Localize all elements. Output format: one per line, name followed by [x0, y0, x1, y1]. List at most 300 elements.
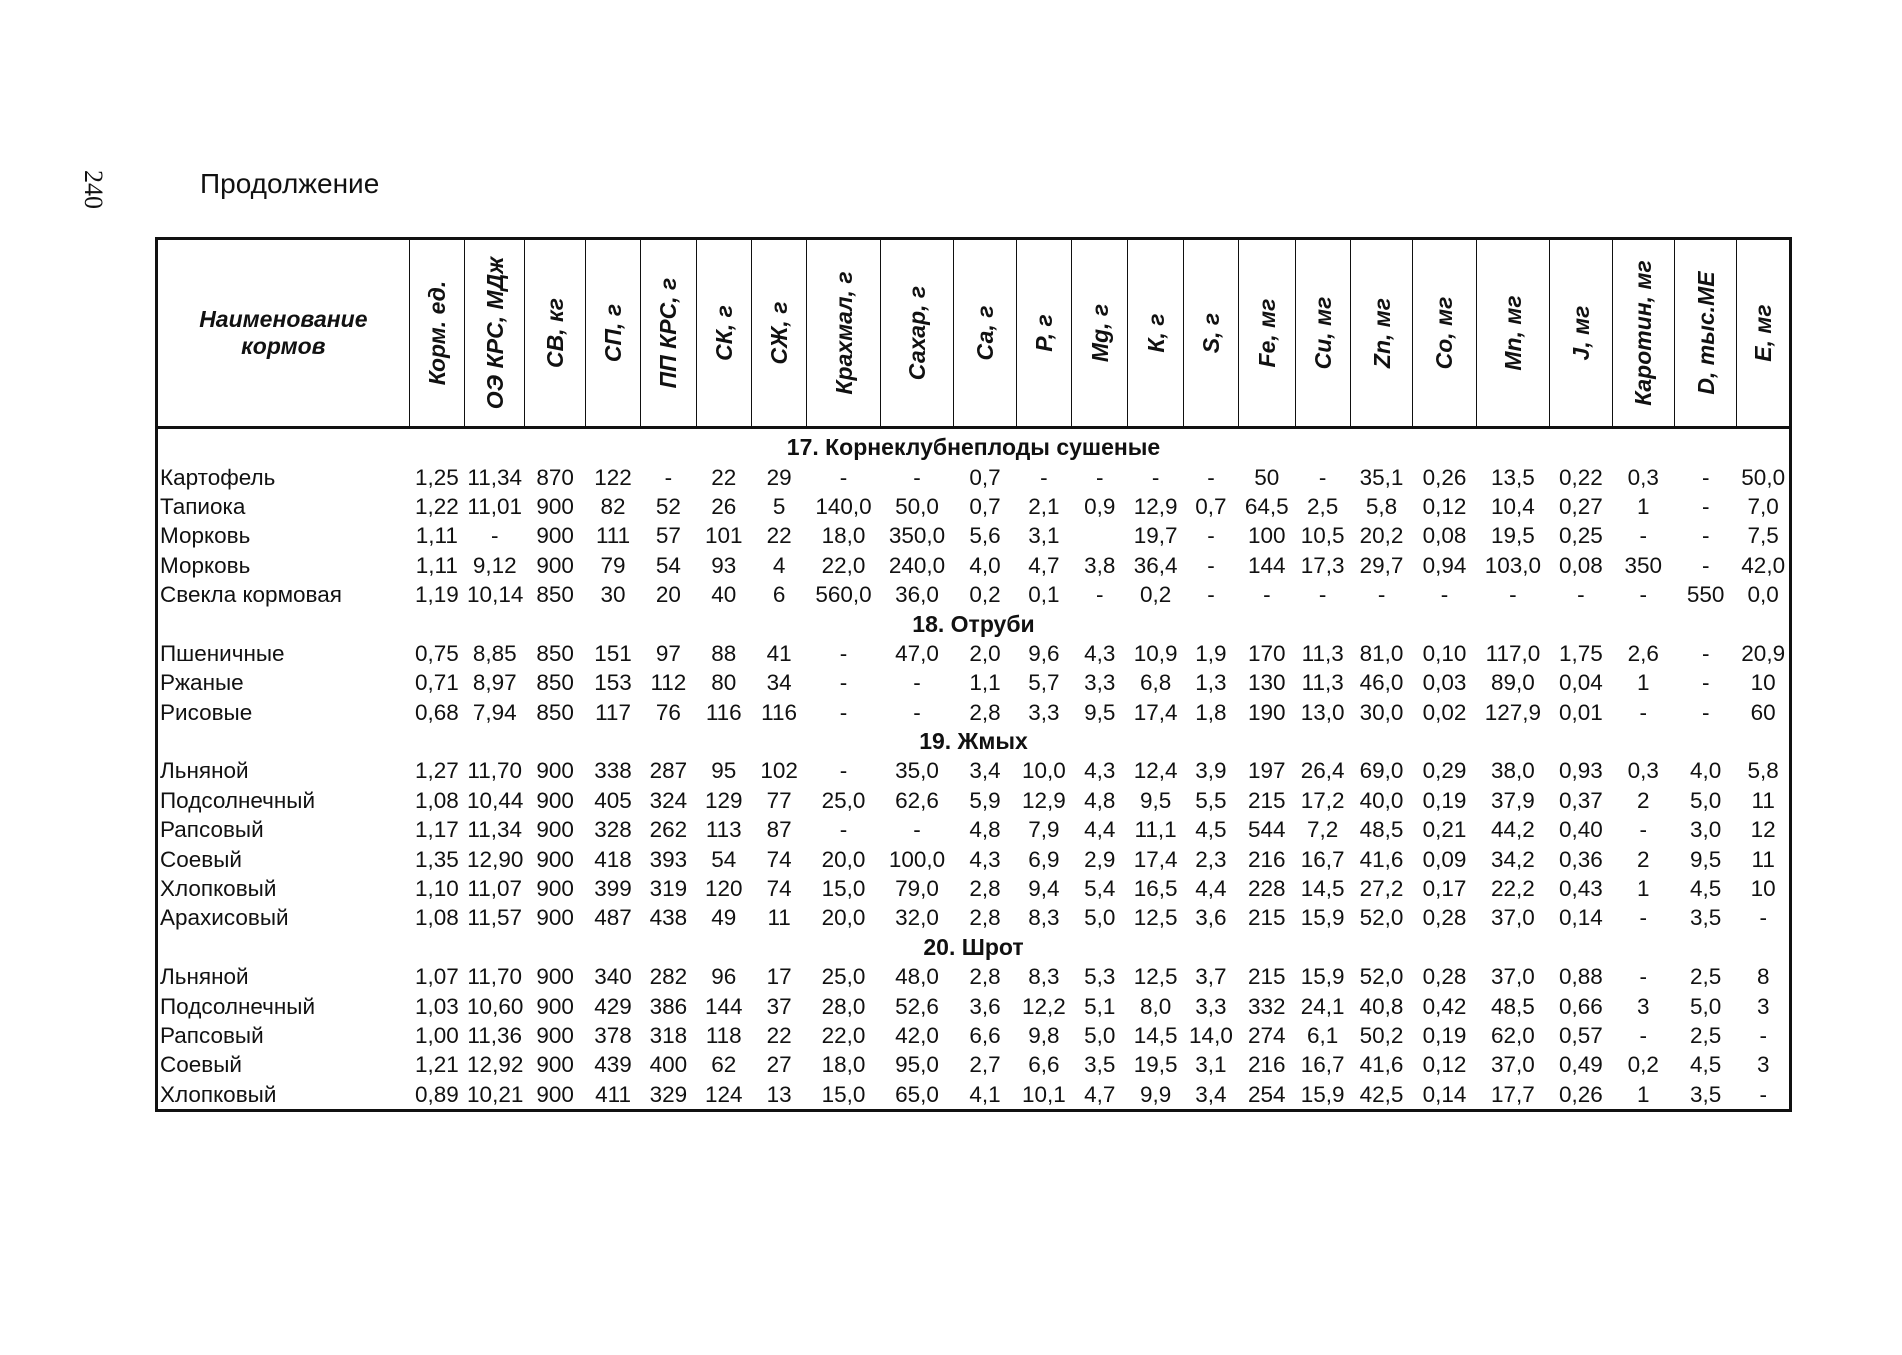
- column-header: [1413, 239, 1476, 428]
- table-cell: 215: [1248, 964, 1286, 990]
- table-cell: -: [1095, 582, 1104, 608]
- table-cell: 2,8: [969, 905, 1001, 931]
- table-cell: 37: [766, 993, 792, 1019]
- column-header-label: Сахар, г: [904, 285, 931, 381]
- table-cell: 3,4: [969, 758, 1001, 784]
- table-cell: 1,1: [969, 670, 1001, 696]
- column-header: [465, 239, 525, 428]
- table-cell: 122: [594, 464, 632, 490]
- table-cell: 0,28: [1422, 964, 1467, 990]
- table-cell: 18,0: [821, 523, 866, 549]
- column-header-label: Е, мг: [1750, 304, 1777, 362]
- feed-name: Льняной: [160, 758, 249, 784]
- table-cell: 2,5: [1690, 1023, 1722, 1048]
- table-cell: 11,70: [467, 758, 523, 784]
- table-cell: 48,0: [895, 964, 939, 990]
- table-cell: 11: [1751, 787, 1775, 813]
- table-cell: 228: [1248, 876, 1286, 902]
- table-cell: 2,1: [1028, 493, 1060, 519]
- table-cell: 22,2: [1491, 876, 1535, 902]
- table-cell: -: [1639, 905, 1648, 931]
- table-cell: 0,66: [1558, 993, 1603, 1019]
- table-cell: 49: [711, 905, 737, 931]
- table-cell: 29: [766, 464, 792, 490]
- table-cell: 1,19: [414, 582, 459, 608]
- feed-name: Рапсовый: [160, 817, 264, 843]
- table-cell: 3,6: [969, 993, 1001, 1019]
- table-cell: 1,35: [414, 846, 459, 872]
- table-cell: 44,2: [1491, 817, 1535, 843]
- table-cell: 6,6: [969, 1023, 1001, 1048]
- table-cell: -: [839, 699, 848, 725]
- table-cell: 54: [711, 846, 737, 872]
- table-cell: 11,01: [467, 493, 523, 519]
- table-cell: 35,0: [895, 758, 939, 784]
- table-cell: 900: [536, 993, 574, 1019]
- table-cell: 32,0: [895, 905, 939, 931]
- table-cell: 0,10: [1422, 640, 1467, 666]
- table-cell: 2,7: [969, 1052, 1001, 1078]
- table-cell: 3,1: [1028, 523, 1060, 549]
- table-cell: 42,5: [1359, 1081, 1404, 1107]
- column-header: [1072, 239, 1128, 428]
- table-cell: 4,7: [1084, 1081, 1116, 1107]
- feed-name: Рапсовый: [160, 1023, 264, 1048]
- table-cell: 0,09: [1422, 846, 1467, 872]
- table-cell: 328: [594, 817, 632, 843]
- table-cell: 9,4: [1028, 876, 1060, 902]
- table-cell: 3,3: [1195, 993, 1227, 1019]
- table-cell: -: [1639, 582, 1648, 608]
- table-cell: 10,4: [1491, 493, 1535, 519]
- table-cell: 19,5: [1133, 1052, 1178, 1078]
- table-row: [157, 462, 1791, 491]
- table-cell: 411: [595, 1081, 631, 1107]
- feed-name: Пшеничные: [160, 640, 285, 666]
- table-cell: 254: [1248, 1081, 1286, 1107]
- table-cell: 11,34: [467, 464, 523, 490]
- column-header-label: К, г: [1142, 313, 1169, 353]
- table-cell: 900: [536, 758, 574, 784]
- table-cell: 10,1: [1021, 1081, 1066, 1107]
- table-cell: -: [1639, 699, 1648, 725]
- table-cell: 850: [536, 670, 574, 696]
- table-cell: 4,8: [1084, 787, 1116, 813]
- table-cell: 900: [536, 787, 574, 813]
- feed-name: Арахисовый: [160, 905, 289, 931]
- table-cell: 439: [594, 1052, 632, 1078]
- table-cell: 550: [1686, 582, 1725, 608]
- table-cell: -: [1701, 670, 1710, 696]
- table-cell: 60: [1750, 699, 1776, 725]
- table-cell: 850: [536, 640, 574, 666]
- table-cell: 10: [1750, 876, 1776, 902]
- table-cell: 95: [711, 758, 737, 784]
- table-cell: 1: [1637, 1081, 1650, 1107]
- table-cell: 124: [704, 1081, 743, 1107]
- table-cell: 3,7: [1195, 964, 1227, 990]
- table-cell: 97: [655, 640, 681, 666]
- table-cell: 100,0: [888, 846, 946, 872]
- table-cell: 215: [1248, 787, 1286, 813]
- table-cell: 0,68: [414, 699, 459, 725]
- feed-name: Соевый: [160, 1052, 242, 1078]
- table-cell: 1,03: [414, 993, 459, 1019]
- table-cell: 900: [536, 876, 574, 902]
- table-cell: 0,94: [1422, 552, 1467, 578]
- table-cell: 8,3: [1028, 905, 1060, 931]
- table-cell: 350,0: [888, 523, 946, 549]
- table-cell: 0,40: [1558, 817, 1603, 843]
- column-header-label: СП, г: [600, 303, 627, 363]
- table-cell: 0,43: [1558, 876, 1603, 902]
- table-cell: 3,6: [1195, 905, 1227, 931]
- table-row: [157, 551, 1791, 580]
- table-cell: 4,1: [969, 1081, 1001, 1107]
- table-cell: 8: [1756, 964, 1770, 990]
- section-title: 20. Шрот: [923, 933, 1024, 960]
- table-cell: 5,5: [1195, 787, 1227, 813]
- table-cell: 22,0: [821, 552, 866, 578]
- feed-name: Хлопковый: [160, 1081, 277, 1107]
- table-cell: 151: [594, 640, 632, 666]
- table-cell: 5,7: [1028, 670, 1060, 696]
- column-header: [1128, 239, 1183, 428]
- table-row: [157, 903, 1791, 932]
- table-body: [157, 428, 1791, 1111]
- table-cell: -: [1440, 582, 1449, 608]
- table-cell: -: [1701, 699, 1710, 725]
- table-row: [157, 962, 1791, 991]
- table-cell: 34: [766, 670, 792, 696]
- table-cell: -: [1639, 523, 1648, 549]
- table-row: [157, 492, 1791, 521]
- section-row: [157, 933, 1791, 962]
- table-cell: 62: [711, 1052, 737, 1078]
- table-cell: 48,5: [1491, 993, 1535, 1019]
- table-cell: 197: [1248, 758, 1286, 784]
- table-cell: 15,0: [821, 1081, 866, 1107]
- feed-name: Соевый: [160, 846, 242, 872]
- column-header: [1550, 239, 1612, 428]
- table-cell: 274: [1248, 1023, 1286, 1048]
- table-cell: 3,4: [1195, 1081, 1227, 1107]
- table-cell: 20,0: [821, 846, 866, 872]
- table-cell: 1,27: [414, 758, 459, 784]
- table-row: [157, 580, 1791, 609]
- table-cell: 34,2: [1491, 846, 1535, 872]
- table-cell: 12,90: [467, 846, 524, 872]
- table-cell: 0,03: [1422, 670, 1467, 696]
- table-cell: 19,5: [1491, 523, 1535, 549]
- table-cell: 12,5: [1133, 964, 1178, 990]
- table-cell: 4,5: [1690, 1052, 1722, 1078]
- table-cell: 79,0: [895, 876, 939, 902]
- column-header: [1737, 239, 1791, 428]
- column-header: [751, 239, 806, 428]
- table-cell: 560,0: [815, 582, 872, 608]
- table-cell: 42,0: [895, 1023, 939, 1048]
- table-cell: 1,08: [414, 787, 459, 813]
- table-cell: 12,9: [1133, 493, 1178, 519]
- table-cell: 10,44: [467, 787, 524, 813]
- table-cell: 3,9: [1195, 758, 1227, 784]
- table-cell: 112: [650, 670, 687, 696]
- section-row: [157, 428, 1791, 463]
- table-cell: -: [839, 817, 848, 843]
- table-cell: 14,5: [1300, 876, 1345, 902]
- table-cell: 52,0: [1359, 905, 1404, 931]
- table-cell: 216: [1248, 846, 1286, 872]
- table-cell: 5,8: [1747, 758, 1779, 784]
- table-cell: -: [1263, 582, 1271, 608]
- column-header: [409, 239, 464, 428]
- table-cell: 438: [649, 905, 688, 931]
- table-cell: 96: [711, 964, 737, 990]
- table-cell: 62,0: [1491, 1023, 1535, 1048]
- table-cell: 6,6: [1028, 1052, 1060, 1078]
- table-row: [157, 1050, 1791, 1079]
- column-header-label: Са, г: [971, 305, 998, 361]
- feed-name: Картофель: [160, 464, 276, 490]
- table-cell: 3,8: [1084, 552, 1116, 578]
- table-cell: 118: [705, 1023, 742, 1048]
- column-header-label: Mg, г: [1086, 303, 1113, 363]
- table-cell: 1,08: [414, 905, 459, 931]
- table-cell: 0,17: [1422, 876, 1467, 902]
- table-cell: 386: [649, 993, 688, 1019]
- column-header: [696, 239, 751, 428]
- table-cell: 0,14: [1558, 905, 1603, 931]
- table-cell: 17,4: [1133, 699, 1178, 725]
- table-cell: 0,19: [1422, 1023, 1467, 1048]
- table-cell: 5,0: [1084, 1023, 1116, 1048]
- table-cell: -: [839, 464, 848, 490]
- table-cell: 0,7: [1195, 493, 1227, 519]
- table-cell: -: [913, 464, 921, 490]
- table-cell: 117: [595, 699, 631, 725]
- column-header-label: Cu, мг: [1309, 296, 1336, 370]
- table-cell: 22: [711, 464, 737, 490]
- table-cell: 318: [649, 1023, 688, 1048]
- table-cell: 16,5: [1133, 876, 1178, 902]
- table-cell: 5,8: [1365, 493, 1398, 519]
- table-cell: 2: [1637, 787, 1650, 813]
- feed-name: Подсолнечный: [160, 993, 316, 1019]
- page-number: 240: [79, 170, 108, 209]
- table-cell: 5,6: [969, 523, 1001, 549]
- table-cell: 900: [536, 1081, 574, 1107]
- table-cell: 81,0: [1359, 640, 1404, 666]
- table-cell: -: [1509, 582, 1517, 608]
- table-cell: 79: [600, 552, 626, 578]
- table-cell: 10,9: [1133, 640, 1178, 666]
- table-cell: 4: [772, 552, 786, 578]
- section-row: [157, 609, 1791, 638]
- table-cell: 1,9: [1195, 640, 1227, 666]
- table-cell: 4,3: [1084, 640, 1116, 666]
- table-cell: 65,0: [895, 1081, 939, 1107]
- table-cell: 4,3: [1084, 758, 1116, 784]
- table-cell: -: [1377, 582, 1386, 608]
- table-cell: 47,0: [895, 640, 939, 666]
- table-cell: 3,3: [1084, 670, 1116, 696]
- table-cell: 25,0: [821, 964, 866, 990]
- table-cell: 5,9: [969, 787, 1001, 813]
- table-cell: 324: [649, 787, 688, 813]
- table-cell: 0,12: [1422, 493, 1467, 519]
- table-cell: 900: [536, 552, 574, 578]
- column-header-label: S, г: [1197, 312, 1224, 354]
- table-cell: 77: [766, 787, 792, 813]
- table-cell: 9,12: [472, 552, 517, 578]
- table-cell: 12,9: [1021, 787, 1066, 813]
- table-cell: -: [664, 464, 673, 490]
- table-cell: 9,8: [1028, 1023, 1060, 1048]
- table-cell: 1,3: [1195, 670, 1227, 696]
- table-cell: 1,11: [415, 523, 458, 549]
- table-cell: -: [1701, 493, 1710, 519]
- table-cell: 3,1: [1195, 1052, 1227, 1078]
- column-header-label: Fe, мг: [1253, 298, 1280, 368]
- table-cell: 170: [1248, 640, 1286, 666]
- column-header: [1295, 239, 1350, 428]
- table-cell: 0,28: [1422, 905, 1467, 931]
- column-header: [1183, 239, 1238, 428]
- table-cell: 41,6: [1359, 1052, 1404, 1078]
- table-cell: 129: [704, 787, 743, 813]
- section-title: 17. Корнеклубнеплоды сушеные: [786, 434, 1161, 461]
- table-cell: 37,0: [1491, 1052, 1535, 1078]
- table-cell: 0,14: [1422, 1081, 1467, 1107]
- table-cell: 350: [1624, 552, 1663, 578]
- feed-name: Морковь: [160, 552, 251, 578]
- table-cell: 10,5: [1300, 523, 1345, 549]
- table-cell: 6,8: [1139, 670, 1172, 696]
- table-cell: 4,7: [1028, 552, 1060, 578]
- column-header-label: ПП КРС, г: [655, 277, 682, 389]
- table-cell: 20,2: [1359, 523, 1404, 549]
- table-cell: 130: [1248, 670, 1286, 696]
- table-cell: 26: [711, 493, 737, 519]
- table-cell: 282: [649, 964, 688, 990]
- table-cell: 900: [536, 846, 574, 872]
- column-header: [807, 239, 880, 428]
- table-cell: 0,01: [1558, 699, 1603, 725]
- table-cell: 0,36: [1558, 846, 1603, 872]
- table-cell: 418: [594, 846, 632, 872]
- table-cell: 20: [655, 582, 681, 608]
- column-header: [880, 239, 953, 428]
- table-cell: 1,00: [414, 1023, 459, 1048]
- table-cell: 1,10: [414, 876, 459, 902]
- table-cell: 11: [767, 905, 791, 931]
- feed-name: Тапиока: [160, 493, 246, 519]
- table-cell: 2: [1637, 846, 1650, 872]
- table-cell: 30: [600, 582, 626, 608]
- table-cell: 393: [649, 846, 688, 872]
- feed-name: Льняной: [160, 964, 249, 990]
- table-cell: 15,9: [1300, 905, 1345, 931]
- table-cell: -: [1759, 905, 1767, 931]
- table-cell: 190: [1248, 699, 1286, 725]
- column-header-label: J, мг: [1567, 305, 1594, 361]
- table-cell: 1,22: [414, 493, 459, 519]
- table-cell: 4,8: [969, 817, 1001, 843]
- table-cell: -: [913, 670, 921, 696]
- column-header-label: СЖ, г: [766, 301, 793, 365]
- feed-name: Ржаные: [160, 670, 244, 696]
- table-cell: 7,9: [1028, 817, 1060, 843]
- table-cell: 399: [594, 876, 632, 902]
- table-cell: 15,9: [1300, 1081, 1345, 1107]
- feed-name: Морковь: [160, 523, 251, 549]
- table-cell: -: [1701, 552, 1710, 578]
- table-cell: 64,5: [1244, 493, 1289, 519]
- table-cell: 0,19: [1422, 787, 1467, 813]
- column-header-label: Со, мг: [1431, 296, 1458, 370]
- table-cell: 24,1: [1300, 993, 1345, 1019]
- table-cell: 5,1: [1084, 993, 1116, 1019]
- table-cell: 1: [1637, 493, 1650, 519]
- table-cell: 4,0: [969, 552, 1001, 578]
- table-cell: -: [839, 758, 848, 784]
- table-cell: 240,0: [888, 552, 946, 578]
- column-header: [641, 239, 696, 428]
- table-cell: 3,5: [1690, 1081, 1722, 1107]
- table-cell: -: [1759, 1023, 1767, 1048]
- table-cell: 11,34: [467, 817, 523, 843]
- table-cell: 11,3: [1301, 670, 1344, 696]
- table-cell: 7,5: [1747, 523, 1779, 549]
- table-cell: 5,4: [1084, 876, 1116, 902]
- table-cell: 30,0: [1359, 699, 1404, 725]
- table-cell: 1: [1637, 876, 1650, 902]
- table-cell: 22: [766, 523, 792, 549]
- table-cell: 62,6: [895, 787, 939, 813]
- feed-name: Подсолнечный: [160, 787, 316, 813]
- table-cell: 1,25: [414, 464, 459, 490]
- table-cell: 17,7: [1491, 1081, 1535, 1107]
- table-cell: 103,0: [1484, 552, 1542, 578]
- table-cell: 405: [594, 787, 632, 813]
- table-cell: 13,5: [1491, 464, 1535, 490]
- table-cell: 10,0: [1021, 758, 1066, 784]
- table-cell: 338: [594, 758, 632, 784]
- table-cell: 14,5: [1133, 1023, 1178, 1048]
- table-cell: 19,7: [1133, 523, 1178, 549]
- table-cell: 0,93: [1558, 758, 1603, 784]
- column-header: [1674, 239, 1736, 428]
- table-cell: 400: [649, 1052, 688, 1078]
- table-cell: 12,2: [1021, 993, 1066, 1019]
- table-cell: 88: [711, 640, 737, 666]
- table-cell: 46,0: [1359, 670, 1404, 696]
- table-cell: -: [913, 699, 921, 725]
- table-cell: 50,2: [1359, 1023, 1404, 1048]
- table-cell: 7,2: [1307, 817, 1339, 843]
- table-cell: 2,9: [1084, 846, 1116, 872]
- table-cell: 900: [536, 1052, 574, 1078]
- table-cell: 100: [1248, 523, 1286, 549]
- column-header-label: D, тыс.МЕ: [1692, 271, 1719, 395]
- table-cell: 0,0: [1747, 582, 1779, 608]
- table-cell: 144: [1248, 552, 1286, 578]
- table-cell: 54: [655, 552, 681, 578]
- table-cell: 80: [711, 670, 737, 696]
- feed-name: Рисовые: [160, 699, 253, 725]
- table-cell: 50,0: [1741, 464, 1786, 490]
